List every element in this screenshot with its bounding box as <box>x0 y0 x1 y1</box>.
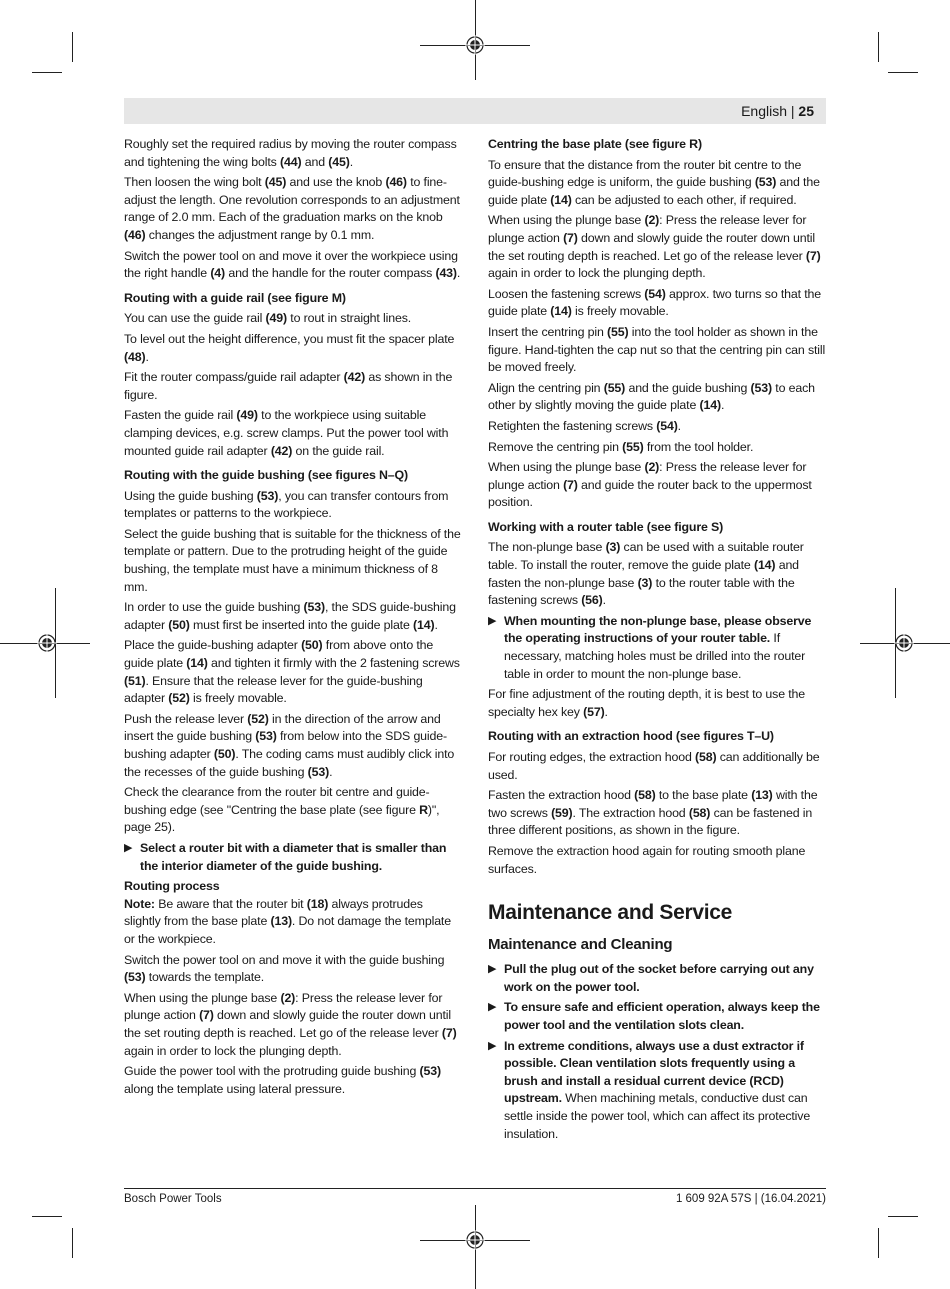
section-heading: Routing with a guide rail (see figure M) <box>124 290 346 305</box>
paragraph: Switch the power tool on and move it with the guide bushing (53) towards the template. <box>124 952 445 985</box>
footer-doc-id: 1 609 92A 57S | (16.04.2021) <box>675 1193 826 1205</box>
paragraph: Push the release lever (52) in the direction of the arrow and insert the guide bushing (53) from below into the SDS guide-bushing adapter (50). The coding cams must audibly click into the recesses of the guide bushing (53). <box>124 711 455 779</box>
crop-mark <box>878 1228 879 1258</box>
bold-run: (2) <box>644 460 660 475</box>
bold-run: (3) <box>605 540 621 555</box>
bold-run: (50) <box>301 638 323 653</box>
paragraph: Loosen the fastening screws (54) approx. two turns so that the guide plate (14) is freely movable. <box>488 286 822 319</box>
section-heading: Routing process <box>124 879 220 894</box>
bold-run: (2) <box>644 213 660 228</box>
bullet-text: When mounting the non-plunge base, please observe the operating instructions of your router table. If necessary, matching holes must be drilled into the router table in order to mount the non-plunge base. <box>504 613 812 681</box>
bold-run: (14) <box>550 192 572 207</box>
bullet-text <box>504 962 814 994</box>
bold-run: (55) <box>622 439 644 454</box>
safety-bullet <box>488 961 826 996</box>
chapter-heading: Maintenance and Service <box>488 901 733 925</box>
safety-bullet <box>488 999 826 1034</box>
bold-run: (14) <box>753 558 776 573</box>
bold-run: (42) <box>343 370 366 385</box>
paragraph: You can use the guide rail (49) to rout in straight lines. <box>124 311 412 326</box>
paragraph: Fit the router compass/guide rail adapter (42) as shown in the figure. <box>124 370 453 402</box>
bold-run: (14) <box>413 617 435 632</box>
paragraph: Select the guide bushing that is suitable for the thickness of the template or pattern. Due to the protruding height of the guide bushing, the template must have a minimum thickness of 8 mm. <box>124 526 461 594</box>
bold-run: (44) <box>280 154 302 169</box>
right-column <box>488 136 826 1146</box>
paragraph: Using the guide bushing (53), you can transfer contours from templates or patterns to the workpiece. <box>124 488 449 521</box>
bold-run: (53) <box>419 1064 441 1079</box>
paragraph: In order to use the guide bushing (53), the SDS guide-bushing adapter (50) must first be inserted into the guide plate (14). <box>124 600 456 632</box>
section-heading: Routing with the guide bushing (see figures N–Q) <box>124 468 408 483</box>
crop-mark <box>72 32 73 62</box>
paragraph: Switch the power tool on and move it over the workpiece using the right handle (4) and the handle for the router compass (43). <box>124 248 461 281</box>
bold-run: (58) <box>634 788 656 803</box>
bold-run: (49) <box>236 408 258 423</box>
bold-run: (53) <box>750 380 772 395</box>
bold-run: When mounting the non-plunge base, please observe the operating instructions of your router table. <box>504 613 812 646</box>
bold-run: (7) <box>563 477 578 492</box>
bold-run: (52) <box>247 711 269 726</box>
bold-run: (46) <box>385 175 407 190</box>
header-separator: | <box>787 103 799 119</box>
bold-run: (53) <box>754 175 777 190</box>
registration-target-icon <box>37 633 57 653</box>
paragraph: To ensure that the distance from the router bit centre to the guide-bushing edge is uniform, the guide bushing (53) and the guide plate (14) can be adjusted to each other, if required. <box>488 157 820 207</box>
bold-run: (7) <box>563 230 578 245</box>
paragraph: Align the centring pin (55) and the guide bushing (53) to each other by slightly moving the guide plate (14). <box>488 380 815 413</box>
crop-mark <box>888 72 918 73</box>
bullet-text <box>504 1000 820 1032</box>
bold-run: (49) <box>265 311 287 326</box>
bullet-arrow-icon: ▶ <box>488 614 497 627</box>
registration-target-icon <box>465 35 485 55</box>
bold-run: (43) <box>435 266 457 281</box>
bold-run: (13) <box>270 914 292 929</box>
paragraph: Note: Be aware that the router bit (18) always protrudes slightly from the base plate (13). Do not damage the template or the workpiece. <box>124 896 451 946</box>
section-heading: Working with a router table (see figure S) <box>488 519 724 534</box>
bold-run: (51) <box>124 673 146 688</box>
crop-mark <box>878 32 879 62</box>
paragraph: When using the plunge base (2): Press the release lever for plunge action (7) down and slowly guide the router down until the set routing depth is reached. Let go of the release lever (7) again in order to lock the plunging depth. <box>124 990 457 1058</box>
header-band <box>124 98 826 124</box>
running-header <box>741 103 814 120</box>
bold-run: (50) <box>168 617 190 632</box>
bullet-arrow-icon: ▶ <box>488 963 497 976</box>
bold-run: (54) <box>644 286 666 301</box>
bold-run: (53) <box>303 600 325 615</box>
bold-run: Pull the plug out of the socket before carrying out any work on the power tool. <box>504 962 814 994</box>
paragraph: For fine adjustment of the routing depth, it is best to use the specialty hex key (57). <box>488 687 806 719</box>
bullet-arrow-icon: ▶ <box>124 841 133 854</box>
bold-run: (2) <box>280 990 296 1005</box>
bullet-arrow-icon: ▶ <box>488 1001 497 1014</box>
section-heading: Routing with an extraction hood (see figures T–U) <box>488 729 774 744</box>
bold-run: Note: <box>124 896 155 911</box>
crop-mark <box>72 1228 73 1258</box>
safety-bullet <box>488 613 826 683</box>
bullet-text: In extreme conditions, always use a dust extractor if possible. Clean ventilation slots frequently using a brush and install a residual current device (RCD) upstream. When machining metals, conductive dust can settle inside the power tool, which can affect its protective insulation. <box>504 1038 811 1141</box>
paragraph: Remove the centring pin (55) from the tool holder. <box>488 439 754 454</box>
registration-target-icon <box>894 633 914 653</box>
bold-run: (14) <box>550 304 572 319</box>
paragraph: Place the guide-bushing adapter (50) from above onto the guide plate (14) and tighten it firmly with the 2 fastening screws (51). Ensure that the release lever for the guide-bushing adapter (52) is freely movable. <box>124 638 460 706</box>
bold-run: (59) <box>551 805 573 820</box>
paragraph: Remove the extraction hood again for routing smooth plane surfaces. <box>488 843 806 876</box>
bold-run: (4) <box>210 266 226 281</box>
bold-run: (53) <box>256 488 279 503</box>
bold-run: (55) <box>607 324 629 339</box>
bold-run: (50) <box>213 747 236 761</box>
paragraph: When using the plunge base (2): Press the release lever for plunge action (7) down and slowly guide the router down until the set routing depth is reached. Let go of the release lever (7) again in order to lock the plunging depth. <box>488 213 821 281</box>
paragraph: To level out the height difference, you must fit the spacer plate (48). <box>124 331 455 364</box>
bold-run: In extreme conditions, always use a dust extractor if possible. Clean ventilation slots frequently using a brush and install a residual current device (RCD) upstream. <box>504 1038 804 1106</box>
bullet-text <box>140 841 446 873</box>
bold-run: (57) <box>583 704 605 719</box>
left-column <box>124 136 462 1101</box>
section-heading: Centring the base plate (see figure R) <box>488 137 702 151</box>
bold-run: (48) <box>124 349 146 364</box>
bold-run: To ensure safe and efficient operation, always keep the power tool and the ventilation slots clean. <box>504 1000 820 1032</box>
paragraph: For routing edges, the extraction hood (58) can additionally be used. <box>488 750 820 782</box>
crop-mark <box>888 1216 918 1217</box>
bold-run: (53) <box>255 729 277 744</box>
paragraph: Insert the centring pin (55) into the tool holder as shown in the figure. Hand-tighten the cap nut so that the centring pin can still be moved freely. <box>488 324 826 375</box>
bold-run: (13) <box>751 788 773 803</box>
page-number: 25 <box>798 103 814 119</box>
crop-mark <box>32 72 62 73</box>
bold-run: (7) <box>199 1008 214 1023</box>
bold-run: (3) <box>637 575 653 590</box>
safety-bullet <box>488 1038 826 1144</box>
paragraph: Check the clearance from the router bit centre and guide-bushing edge (see "Centring the base plate (see figure R)", page 25). <box>124 785 440 835</box>
bullet-arrow-icon: ▶ <box>488 1039 497 1052</box>
bold-run: (55) <box>603 380 626 395</box>
bold-run: (58) <box>695 750 717 764</box>
safety-bullet <box>124 840 462 875</box>
bold-run: (53) <box>124 970 146 985</box>
crop-mark <box>32 1216 62 1217</box>
bold-run: Select a router bit with a diameter that is smaller than the interior diameter of the guide bushing. <box>140 840 447 873</box>
registration-target-icon <box>465 1230 485 1250</box>
bold-run: (45) <box>328 154 350 169</box>
subchapter-heading: Maintenance and Cleaning <box>488 936 673 954</box>
bold-run: (45) <box>264 175 287 190</box>
bold-run: (18) <box>306 896 329 911</box>
header-language: English <box>741 103 787 119</box>
paragraph: The non-plunge base (3) can be used with a suitable router table. To install the router, remove the guide plate (14) and fasten the non-plunge base (3) to the router table with the fastening screws (56). <box>488 540 804 608</box>
bold-run: (58) <box>688 805 711 820</box>
paragraph: Roughly set the required radius by moving the router compass and tightening the wing bolts (44) and (45). <box>124 137 457 169</box>
footer-brand: Bosch Power Tools <box>124 1193 222 1205</box>
paragraph: When using the plunge base (2): Press the release lever for plunge action (7) and guide the router back to the uppermost position. <box>488 460 812 510</box>
paragraph: Retighten the fastening screws (54). <box>488 418 681 433</box>
bold-run: (42) <box>270 443 293 458</box>
paragraph: Fasten the extraction hood (58) to the base plate (13) with the two screws (59). The extraction hood (58) can be fastened in three different positions, as shown in the figure. <box>488 788 818 838</box>
bold-run: (46) <box>124 227 146 242</box>
bold-run: (7) <box>441 1025 457 1040</box>
bold-run: (14) <box>699 398 721 413</box>
bold-run: R <box>419 802 428 817</box>
paragraph: Then loosen the wing bolt (45) and use the knob (46) to fine-adjust the length. One revolution corresponds to an adjustment range of 2.0 mm. Each of the graduation marks on the knob (46) changes the adjustment range by 0.1 mm. <box>124 175 460 242</box>
paragraph: Guide the power tool with the protruding guide bushing (53) along the template using lateral pressure. <box>124 1064 441 1096</box>
bold-run: (14) <box>186 656 208 671</box>
bold-run: (56) <box>581 593 603 608</box>
paragraph: Fasten the guide rail (49) to the workpiece using suitable clamping devices, e.g. screw clamps. Put the power tool with mounted guide rail adapter (42) on the guide rail. <box>124 408 449 458</box>
bold-run: (54) <box>656 418 678 433</box>
bold-run: (7) <box>805 248 821 263</box>
bold-run: (53) <box>307 764 330 779</box>
footer-rule <box>124 1188 826 1189</box>
bold-run: (52) <box>168 691 190 706</box>
